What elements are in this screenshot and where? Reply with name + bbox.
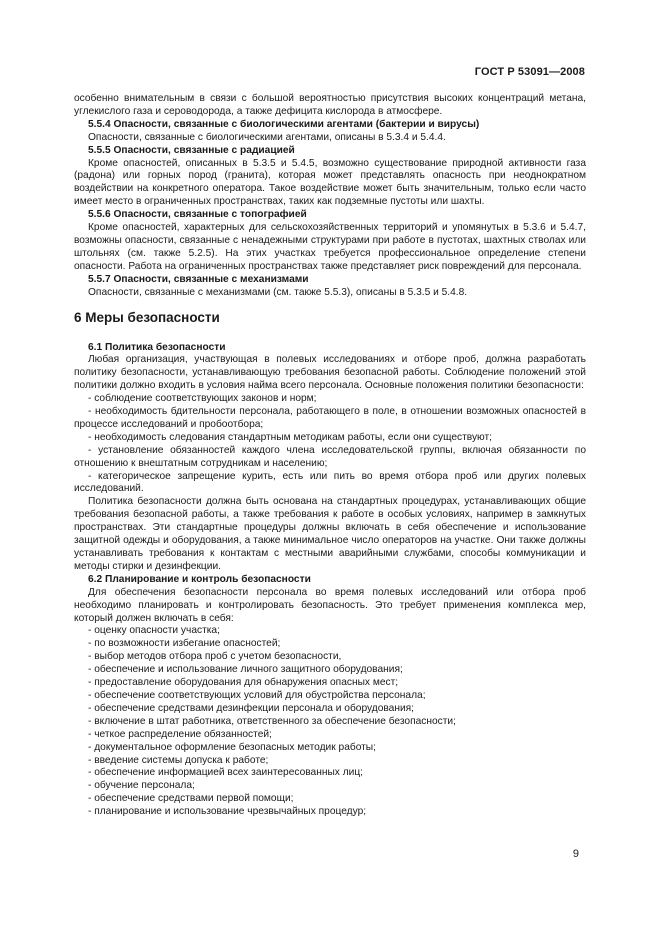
- measures-list-item: - обеспечение информацией всех заинтересованных лиц;: [88, 767, 364, 779]
- policy-list-item: - категорическое запрещение курить, есть или пить во время отбора проб или других полевых исследований.: [74, 470, 586, 495]
- section-5-5-4-title: 5.5.4 Опасности, связанные с биологическими агентами (бактерии и вирусы): [88, 118, 480, 130]
- section-6-2-intro: Для обеспечения безопасности персонала во время полевых исследований или отбора проб необходимо планировать и контролировать безопасность. Это требует применения комплекса мер, который должен включать в себя:: [74, 586, 586, 624]
- section-5-5-4-text: Опасности, связанные с биологическими агентами, описаны в 5.3.4 и 5.4.4.: [88, 131, 446, 143]
- section-6-1-title: 6.1 Политика безопасности: [88, 341, 226, 353]
- section-6-heading: 6 Меры безопасности: [74, 309, 220, 325]
- section-5-5-6-title: 5.5.6 Опасности, связанные с топографией: [88, 209, 307, 221]
- measures-list-item: - документальное оформление безопасных методик работы;: [88, 741, 376, 753]
- measures-list-item: - выбор методов отбора проб с учетом безопасности,: [88, 651, 342, 663]
- measures-list-item: - введение системы допуска к работе;: [88, 754, 269, 766]
- policy-list-item: - соблюдение соответствующих законов и норм;: [88, 393, 317, 405]
- page-body: [74, 93, 586, 819]
- document-id-header: ГОСТ Р 53091—2008: [474, 66, 585, 78]
- measures-list-item: - включение в штат работника, ответственного за обеспечение безопасности;: [88, 715, 456, 727]
- section-6-1-intro: Любая организация, участвующая в полевых исследованиях и отборе проб, должна разработать политику безопасности, устанавливающую требования безопасной работы. Соблюдение положений этой политики должно входить в условия найма всего персонала. Основные положения политики безопасности:: [74, 354, 586, 392]
- policy-list-item: - необходимость бдительности персонала, работающего в поле, в отношении возможных опасностей в процессе исследований и пробоотбора;: [74, 406, 586, 430]
- section-6-1-closing: Политика безопасности должна быть основана на стандартных процедурах, устанавливающих общие требования безопасной работы, а также требования к работе в особых условиях, например в замкнутых пространствах. Эти стандартные процедуры должны включать в себя обеспечение и использование защитной одежды и оборудования, а также минимальное число операторов на участке. Они также должны устанавливать требования к контактам с местными аварийными службами, способы коммуникации и методы стирки и дезинфекции.: [74, 496, 586, 572]
- page-number: 9: [572, 848, 579, 860]
- measures-list-item: - по возможности избегание опасностей;: [88, 638, 281, 650]
- section-5-5-6-text: Кроме опасностей, характерных для сельскохозяйственных территорий и упомянутых в 5.3.6 и 5.4.7, возможны опасности, связанные с ненадежными структурами при работе в пустотах, шахтных стволах или штольнях (см. также 5.2.5). На этих участках требуется профессиональное определение степени опасности. Работа на ограниченных пространствах также представляет риск повреждений для персонала.: [74, 222, 586, 272]
- measures-list-item: - предоставление оборудования для обнаружения опасных мест;: [88, 677, 399, 689]
- measures-list-item: - четкое распределение обязанностей;: [88, 728, 272, 740]
- measures-list-item: - обеспечение соответствующих условий для обустройства персонала;: [88, 689, 426, 701]
- measures-list-item: - планирование и использование чрезвычайных процедур;: [88, 806, 367, 818]
- policy-list-item: - установление обязанностей каждого члена исследовательской группы, включая обязанности по отношению к внештатным сотрудникам и населению;: [74, 444, 586, 469]
- measures-list-item: - обучение персонала;: [88, 780, 195, 792]
- section-5-5-5-text: Кроме опасностей, описанных в 5.3.5 и 5.4.5, возможно существование природной активности газа (радона) или горных пород (гранита), которая может представлять опасность при неоднократном воздействии на конкретного оператора. Такое воздействие может быть значительным, только если часто имеет место в ограниченных пространствах, таких как подземные пустоты или шахты.: [74, 157, 586, 208]
- measures-list-item: - оценку опасности участка;: [88, 625, 220, 637]
- section-5-5-7-text: Опасности, связанные с механизмами (см. также 5.5.3), описаны в 5.3.5 и 5.4.8.: [88, 286, 468, 298]
- section-5-5-5-title: 5.5.5 Опасности, связанные с радиацией: [88, 144, 295, 156]
- policy-list-item: - необходимость следования стандартным методикам работы, если они существуют;: [88, 431, 492, 443]
- section-6-2-title: 6.2 Планирование и контроль безопасности: [88, 573, 311, 585]
- continuation-paragraph: особенно внимательным в связи с большой вероятностью присутствия высоких концентраций метана, углекислого газа и сероводорода, а также дефицита кислорода в атмосфере.: [74, 93, 586, 117]
- section-5-5-7-title: 5.5.7 Опасности, связанные с механизмами: [88, 273, 309, 285]
- measures-list-item: - обеспечение средствами дезинфекции персонала и оборудования;: [88, 702, 415, 714]
- measures-list-item: - обеспечение и использование личного защитного оборудования;: [88, 664, 403, 676]
- measures-list-item: - обеспечение средствами первой помощи;: [88, 793, 294, 805]
